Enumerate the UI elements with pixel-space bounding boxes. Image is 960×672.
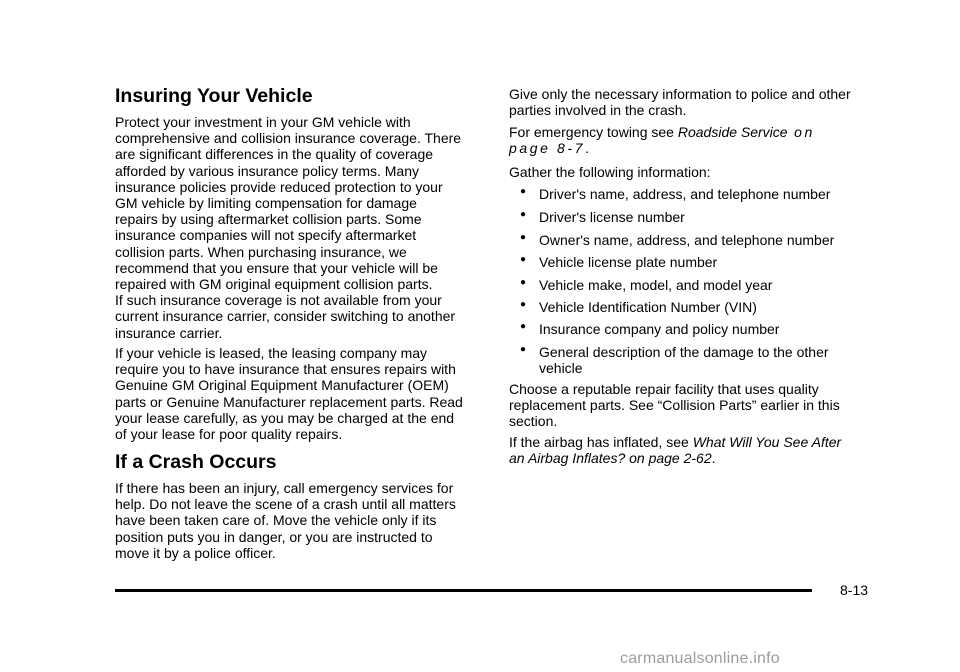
roadside-service-page-on[interactable]: on [787, 124, 815, 140]
airbag-prefix: If the airbag has inflated, see [509, 434, 693, 450]
airbag-suffix: . [711, 450, 716, 467]
bullet-icon: ● [520, 277, 527, 288]
crash-paragraph-1: If there has been an injury, call emergency services for help. Do not leave the scene of a crash until all matters have been taken care of. Move the vehicle only if its position puts you in danger, or you are instructed to move it by a police officer. [115, 480, 456, 561]
gather-intro: Gather the following information: [509, 164, 711, 180]
bullet-icon: ● [520, 186, 527, 197]
list-item: ● Owner's name, address, and telephone number [520, 232, 835, 248]
page-number: 8-13 [840, 582, 869, 598]
list-item: ● Driver's license number [520, 209, 685, 225]
bullet-icon: ● [520, 254, 527, 265]
list-item: ● General description of the damage to the other vehicle [520, 344, 829, 377]
list-item: ● Driver's name, address, and telephone number [520, 186, 831, 202]
insuring-paragraph-1: Protect your investment in your GM vehicle with comprehensive and collision insurance coverage. There are significant differences in the quality of coverage afforded by various insurance policy terms. Many insurance policies provide reduced protection to your GM vehicle by limiting compensation for damage repairs by using aftermarket collision parts. Some insurance companies will not specify aftermarket collision parts. When purchasing insurance, we recommend that you ensure that your vehicle will be repaired with GM original equipment collision parts. If such insurance coverage is not available from your current insurance carrier, consider switching to another insurance carrier. [115, 114, 462, 341]
bullet-icon: ● [520, 232, 527, 243]
roadside-service-link[interactable]: Roadside Service [677, 124, 788, 140]
bullet-icon: ● [520, 344, 527, 355]
list-item: ● Vehicle license plate number [520, 254, 718, 270]
list-item: ● Vehicle make, model, and model year [520, 277, 773, 293]
towing-paragraph [509, 124, 881, 156]
info-paragraph: Give only the necessary information to police and other parties involved in the crash. [509, 86, 851, 119]
towing-suffix: . [585, 140, 589, 157]
towing-prefix: For emergency towing see [509, 124, 678, 140]
insuring-paragraph-2: If your vehicle is leased, the leasing company may require you to have insurance that ensures repairs with Genuine GM Original Equipment Manufacturer (OEM) parts or Genuine Manufacturer replacement parts. Read your lease carefully, as you may be charged at the end of your lease for poor quality repairs. [115, 345, 463, 443]
watermark: carmanualsonline.info [620, 650, 780, 667]
list-item: ● Insurance company and policy number [520, 321, 780, 337]
repair-paragraph: Choose a reputable repair facility that uses quality replacement parts. See “Collision Parts” earlier in this section. [509, 381, 840, 430]
roadside-service-page[interactable]: page 8-7 [509, 140, 586, 157]
footer-rule [115, 589, 812, 592]
airbag-paragraph [509, 434, 881, 466]
bullet-icon: ● [520, 209, 527, 220]
section-title-crash: If a Crash Occurs [115, 451, 277, 473]
bullet-icon: ● [520, 299, 527, 310]
list-item: ● Vehicle Identification Number (VIN) [520, 299, 757, 315]
airbag-inflates-link[interactable]: What Will You See After an Airbag Inflates? on page 2-62 [509, 434, 842, 467]
section-title-insuring: Insuring Your Vehicle [115, 85, 313, 107]
bullet-icon: ● [520, 321, 527, 332]
